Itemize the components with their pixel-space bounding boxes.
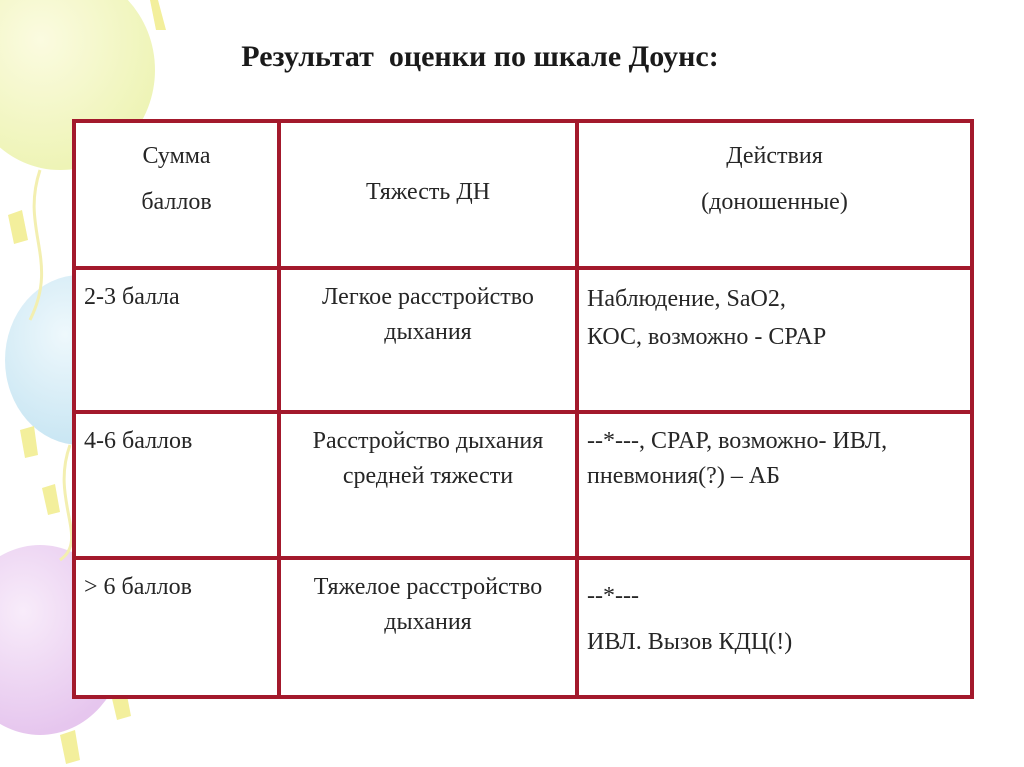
- score-cell: 4-6 баллов: [74, 412, 279, 558]
- actions-line1: --*---, CPAP, возможно- ИВЛ, пневмония(?) – АБ: [587, 428, 888, 489]
- actions-cell: [577, 268, 972, 412]
- header-actions-line2: (доношенные): [701, 189, 848, 215]
- severity-cell: Легкое расстройство дыхания: [279, 268, 577, 412]
- header-score-line1: Сумма: [142, 143, 211, 169]
- severity-cell: Расстройство дыхания средней тяжести: [279, 412, 577, 558]
- actions-line1: Наблюдение, SaO2,: [587, 286, 786, 312]
- table-row: [74, 558, 972, 697]
- actions-cell: [577, 558, 972, 697]
- header-score-cell: [74, 121, 279, 268]
- actions-line2: КОС, возможно - CPAP: [587, 324, 827, 350]
- actions-line2: ИВЛ. Вызов КДЦ(!): [587, 629, 793, 655]
- table-row: [74, 412, 972, 558]
- header-actions-line1: Действия: [726, 143, 823, 169]
- header-severity-cell: Тяжесть ДН: [279, 121, 577, 268]
- score-cell: > 6 баллов: [74, 558, 279, 697]
- header-actions-cell: [577, 121, 972, 268]
- table-row: [74, 268, 972, 412]
- actions-cell: [577, 412, 972, 558]
- downes-score-table: [72, 119, 974, 699]
- slide-title: Результат оценки по шкале Доунс:: [241, 40, 719, 73]
- table-header-row: [74, 121, 972, 268]
- header-score-line2: баллов: [141, 189, 212, 215]
- score-cell: 2-3 балла: [74, 268, 279, 412]
- severity-cell: Тяжелое расстройство дыхания: [279, 558, 577, 697]
- actions-line1: --*---: [587, 583, 639, 609]
